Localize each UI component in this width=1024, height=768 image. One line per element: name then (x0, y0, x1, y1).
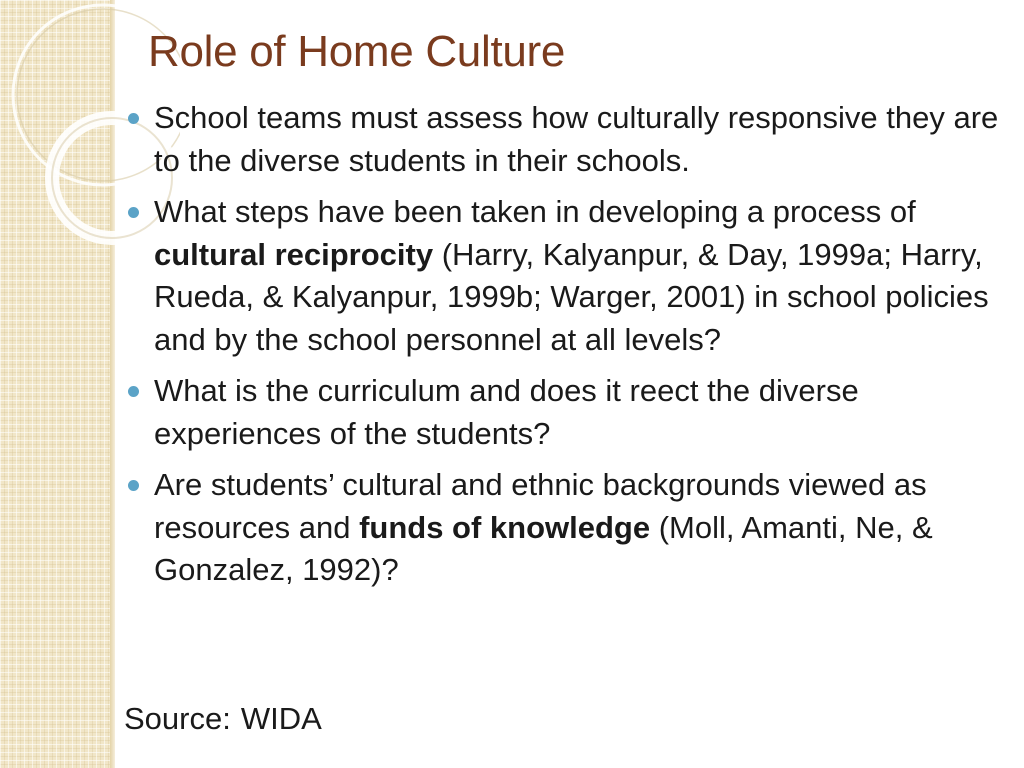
bullet-dot-icon (128, 480, 139, 491)
bullet-item (124, 191, 1014, 361)
bullet-dot-icon (128, 386, 139, 397)
source-line (124, 698, 322, 740)
bullet-text: School teams must assess how culturally responsive they are to the diverse students in their schools. (154, 100, 999, 178)
bullet-item (124, 370, 1014, 455)
bullet-text-before: Are students’ cultural and ethnic backgrounds viewed as resources and (154, 467, 927, 545)
bullet-text-after: (Moll, Amanti, Ne, & Gonzalez, 1992)? (154, 509, 933, 587)
bullet-item (124, 464, 1014, 592)
bullet-bold-term: cultural reciprocity (154, 236, 434, 272)
slide-title: Role of Home Culture (148, 27, 566, 76)
bullet-item (124, 97, 1014, 182)
bullet-text: What is the curriculum and does it reect the diverse experiences of the students? (154, 373, 859, 451)
bullet-text-after: (Harry, Kalyanpur, & Day, 1999a; Harry, Rueda, & Kalyanpur, 1999b; Warger, 2001) in school policies and by the school personnel at all levels? (154, 236, 989, 357)
source-value: WIDA (240, 701, 322, 736)
bullet-dot-icon (128, 113, 139, 124)
bullet-dot-icon (128, 207, 139, 218)
bullet-bold-term: funds of knowledge (359, 509, 651, 545)
bullet-list (124, 97, 1014, 601)
bullet-text-before: What steps have been taken in developing a process of (154, 194, 916, 229)
source-label: Source: (124, 701, 231, 736)
